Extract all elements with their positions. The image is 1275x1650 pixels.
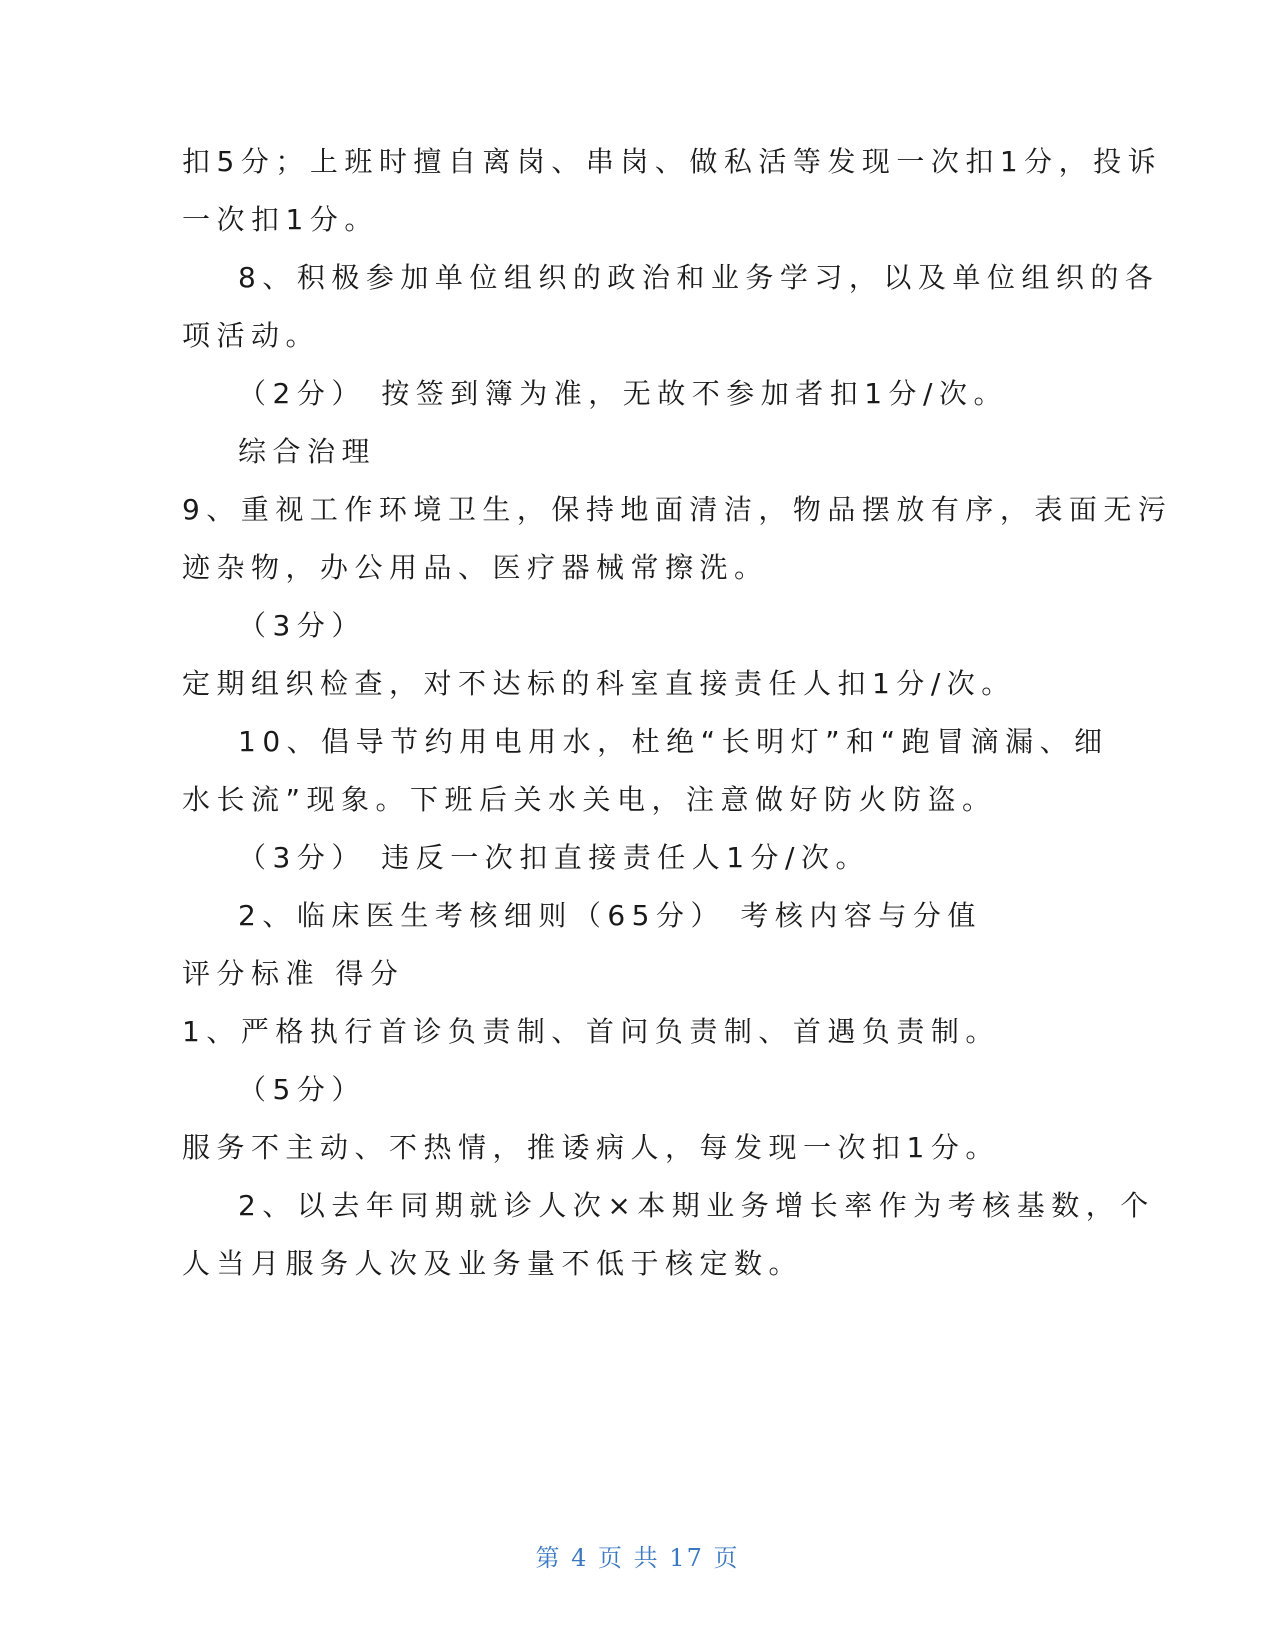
text-line: 定期组织检查，对不达标的科室直接责任人扣1分/次。 [182, 667, 1016, 700]
text-line: （5分） [238, 1073, 366, 1106]
text-line: 8、积极参加单位组织的政治和业务学习，以及单位组织的各 [238, 261, 1160, 294]
text-line: 扣5分；上班时擅自离岗、串岗、做私活等发现一次扣1分，投诉 [182, 145, 1163, 178]
text-line: 人当月服务人次及业务量不低于核定数。 [182, 1247, 804, 1280]
section-heading: 综合治理 [238, 435, 377, 468]
text-line: 服务不主动、不热情，推诿病人，每发现一次扣1分。 [182, 1131, 1000, 1164]
text-line: 9、重视工作环境卫生，保持地面清洁，物品摆放有序，表面无污 [182, 493, 1173, 526]
text-line: 2、以去年同期就诊人次×本期业务增长率作为考核基数，个 [238, 1189, 1155, 1222]
text-line: （3分） 违反一次扣直接责任人1分/次。 [238, 841, 870, 874]
text-line: 10、倡导节约用电用水，杜绝“长明灯”和“跑冒滴漏、细 [238, 725, 1109, 758]
text-line: 水长流”现象。下班后关水关电，注意做好防火防盗。 [182, 783, 997, 816]
text-line: （3分） [238, 609, 366, 642]
text-line: 一次扣1分。 [182, 203, 379, 236]
text-line: 评分标准 得分 [182, 957, 405, 990]
text-line: （2分） 按签到簿为准，无故不参加者扣1分/次。 [238, 377, 1008, 410]
text-line: 1、严格执行首诊负责制、首问负责制、首遇负责制。 [182, 1015, 1000, 1048]
text-line: 迹杂物，办公用品、医疗器械常擦洗。 [182, 551, 769, 584]
text-line: 项活动。 [182, 319, 321, 352]
page-number: 第 4 页 共 17 页 [535, 1544, 740, 1572]
section-heading: 2、临床医生考核细则（65分） 考核内容与分值 [238, 899, 982, 932]
